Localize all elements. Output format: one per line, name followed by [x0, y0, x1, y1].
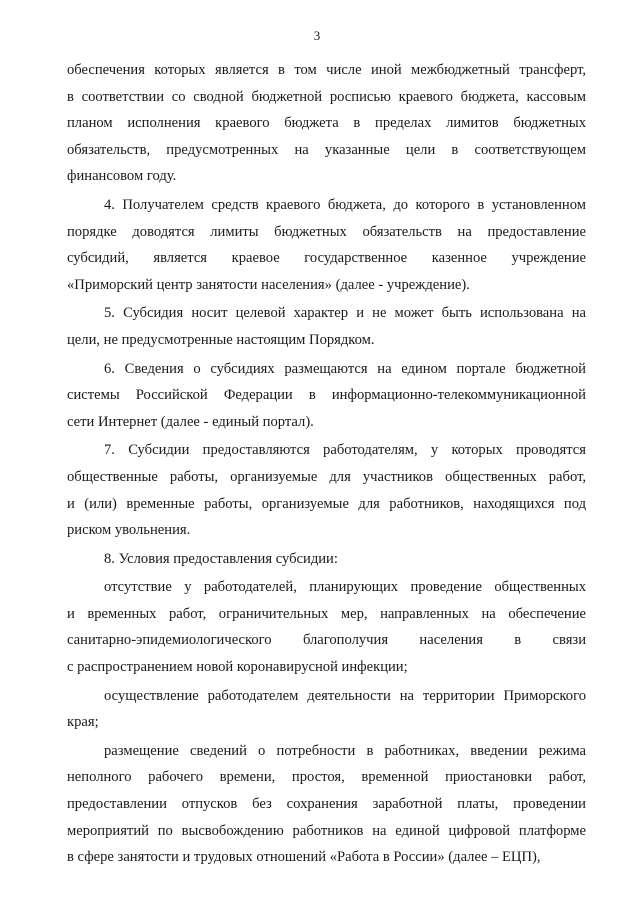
text-line [67, 84, 586, 111]
text-line [67, 464, 586, 491]
text-line-content: размещение сведений о потребности в работниках, введении режима [104, 742, 586, 759]
text-line [67, 709, 586, 736]
page-number: 3 [313, 28, 321, 43]
text-line-content: в сфере занятости и трудовых отношений «Работа в России» (далее – ЕЦП), [67, 849, 541, 866]
text-line [67, 245, 586, 272]
text-line-content: 7. Субсидии предоставляются работодателям, у которых проводятся [104, 442, 586, 459]
text-line-content: 4. Получателем средств краевого бюджета, до которого в установленном [104, 196, 586, 213]
text-line-content: обеспечения которых является в том числе иной межбюджетный трансферт, [67, 62, 586, 78]
text-line-content: сети Интернет (далее - единый портал). [67, 413, 314, 430]
text-line-content: и (или) временные работы, организуемые для работников, находящихся под [67, 495, 586, 512]
text-line [67, 764, 586, 791]
text-line-content: финансовом году. [67, 168, 177, 185]
text-line-content: отсутствие у работодателей, планирующих проведение общественных [104, 579, 586, 596]
text-line-content: субсидий, является краевое государственное казенное учреждение [67, 250, 586, 267]
text-line [67, 654, 586, 681]
text-line [67, 272, 586, 299]
text-line [67, 627, 586, 654]
text-line [67, 137, 586, 164]
text-line-content: 6. Сведения о субсидиях размещаются на едином портале бюджетной [104, 360, 586, 377]
text-line-content: общественные работы, организуемые для участников общественных работ, [67, 468, 586, 485]
document-body [67, 57, 586, 871]
text-line [67, 738, 586, 765]
text-line [67, 844, 586, 871]
text-line [67, 683, 586, 710]
text-line-content: порядке доводятся лимиты бюджетных обязательств на предоставление [67, 223, 586, 240]
text-line-content: «Приморский центр занятости населения» (далее - учреждение). [67, 276, 470, 293]
text-line [67, 382, 586, 409]
text-line [67, 192, 586, 219]
text-line [67, 356, 586, 383]
text-line [67, 818, 586, 845]
text-line-content: 8. Условия предоставления субсидии: [104, 550, 338, 567]
text-line-content: риском увольнения. [67, 522, 191, 539]
text-line [67, 163, 586, 190]
text-line [67, 574, 586, 601]
text-line-content: и временных работ, ограничительных мер, направленных на обеспечение [67, 605, 586, 622]
text-line [67, 546, 586, 573]
text-line-content: цели, не предусмотренные настоящим Порядком. [67, 331, 375, 348]
text-line-content: системы Российской Федерации в информационно-телекоммуникационной [67, 387, 586, 404]
text-line-content: обязательств, предусмотренных на указанные цели в соответствующем [67, 141, 586, 158]
text-line [67, 300, 586, 327]
text-line-content: осуществление работодателем деятельности на территории Приморского [104, 687, 586, 704]
text-line [67, 409, 586, 436]
text-line-content: предоставлении отпусков без сохранения заработной платы, проведении [67, 796, 586, 813]
text-line-content: неполного рабочего времени, простоя, временной приостановки работ, [67, 769, 586, 786]
text-line [67, 219, 586, 246]
text-line [67, 57, 586, 84]
text-line-content: планом исполнения краевого бюджета в пределах лимитов бюджетных [67, 115, 586, 132]
text-line [67, 437, 586, 464]
text-line [67, 517, 586, 544]
text-line [67, 110, 586, 137]
text-line [67, 601, 586, 628]
text-line-content: в соответствии со сводной бюджетной росписью краевого бюджета, кассовым [67, 88, 586, 105]
text-line [67, 791, 586, 818]
text-line-content: края; [67, 714, 99, 731]
text-line [67, 491, 586, 518]
text-line-content: санитарно-эпидемиологического благополучия населения в связи [67, 632, 586, 649]
text-line-content: мероприятий по высвобождению работников на единой цифровой платформе [67, 822, 586, 839]
text-line-content: 5. Субсидия носит целевой характер и не может быть использована на [104, 305, 586, 322]
text-line [67, 327, 586, 354]
text-line-content: с распространением новой коронавирусной инфекции; [67, 659, 408, 676]
